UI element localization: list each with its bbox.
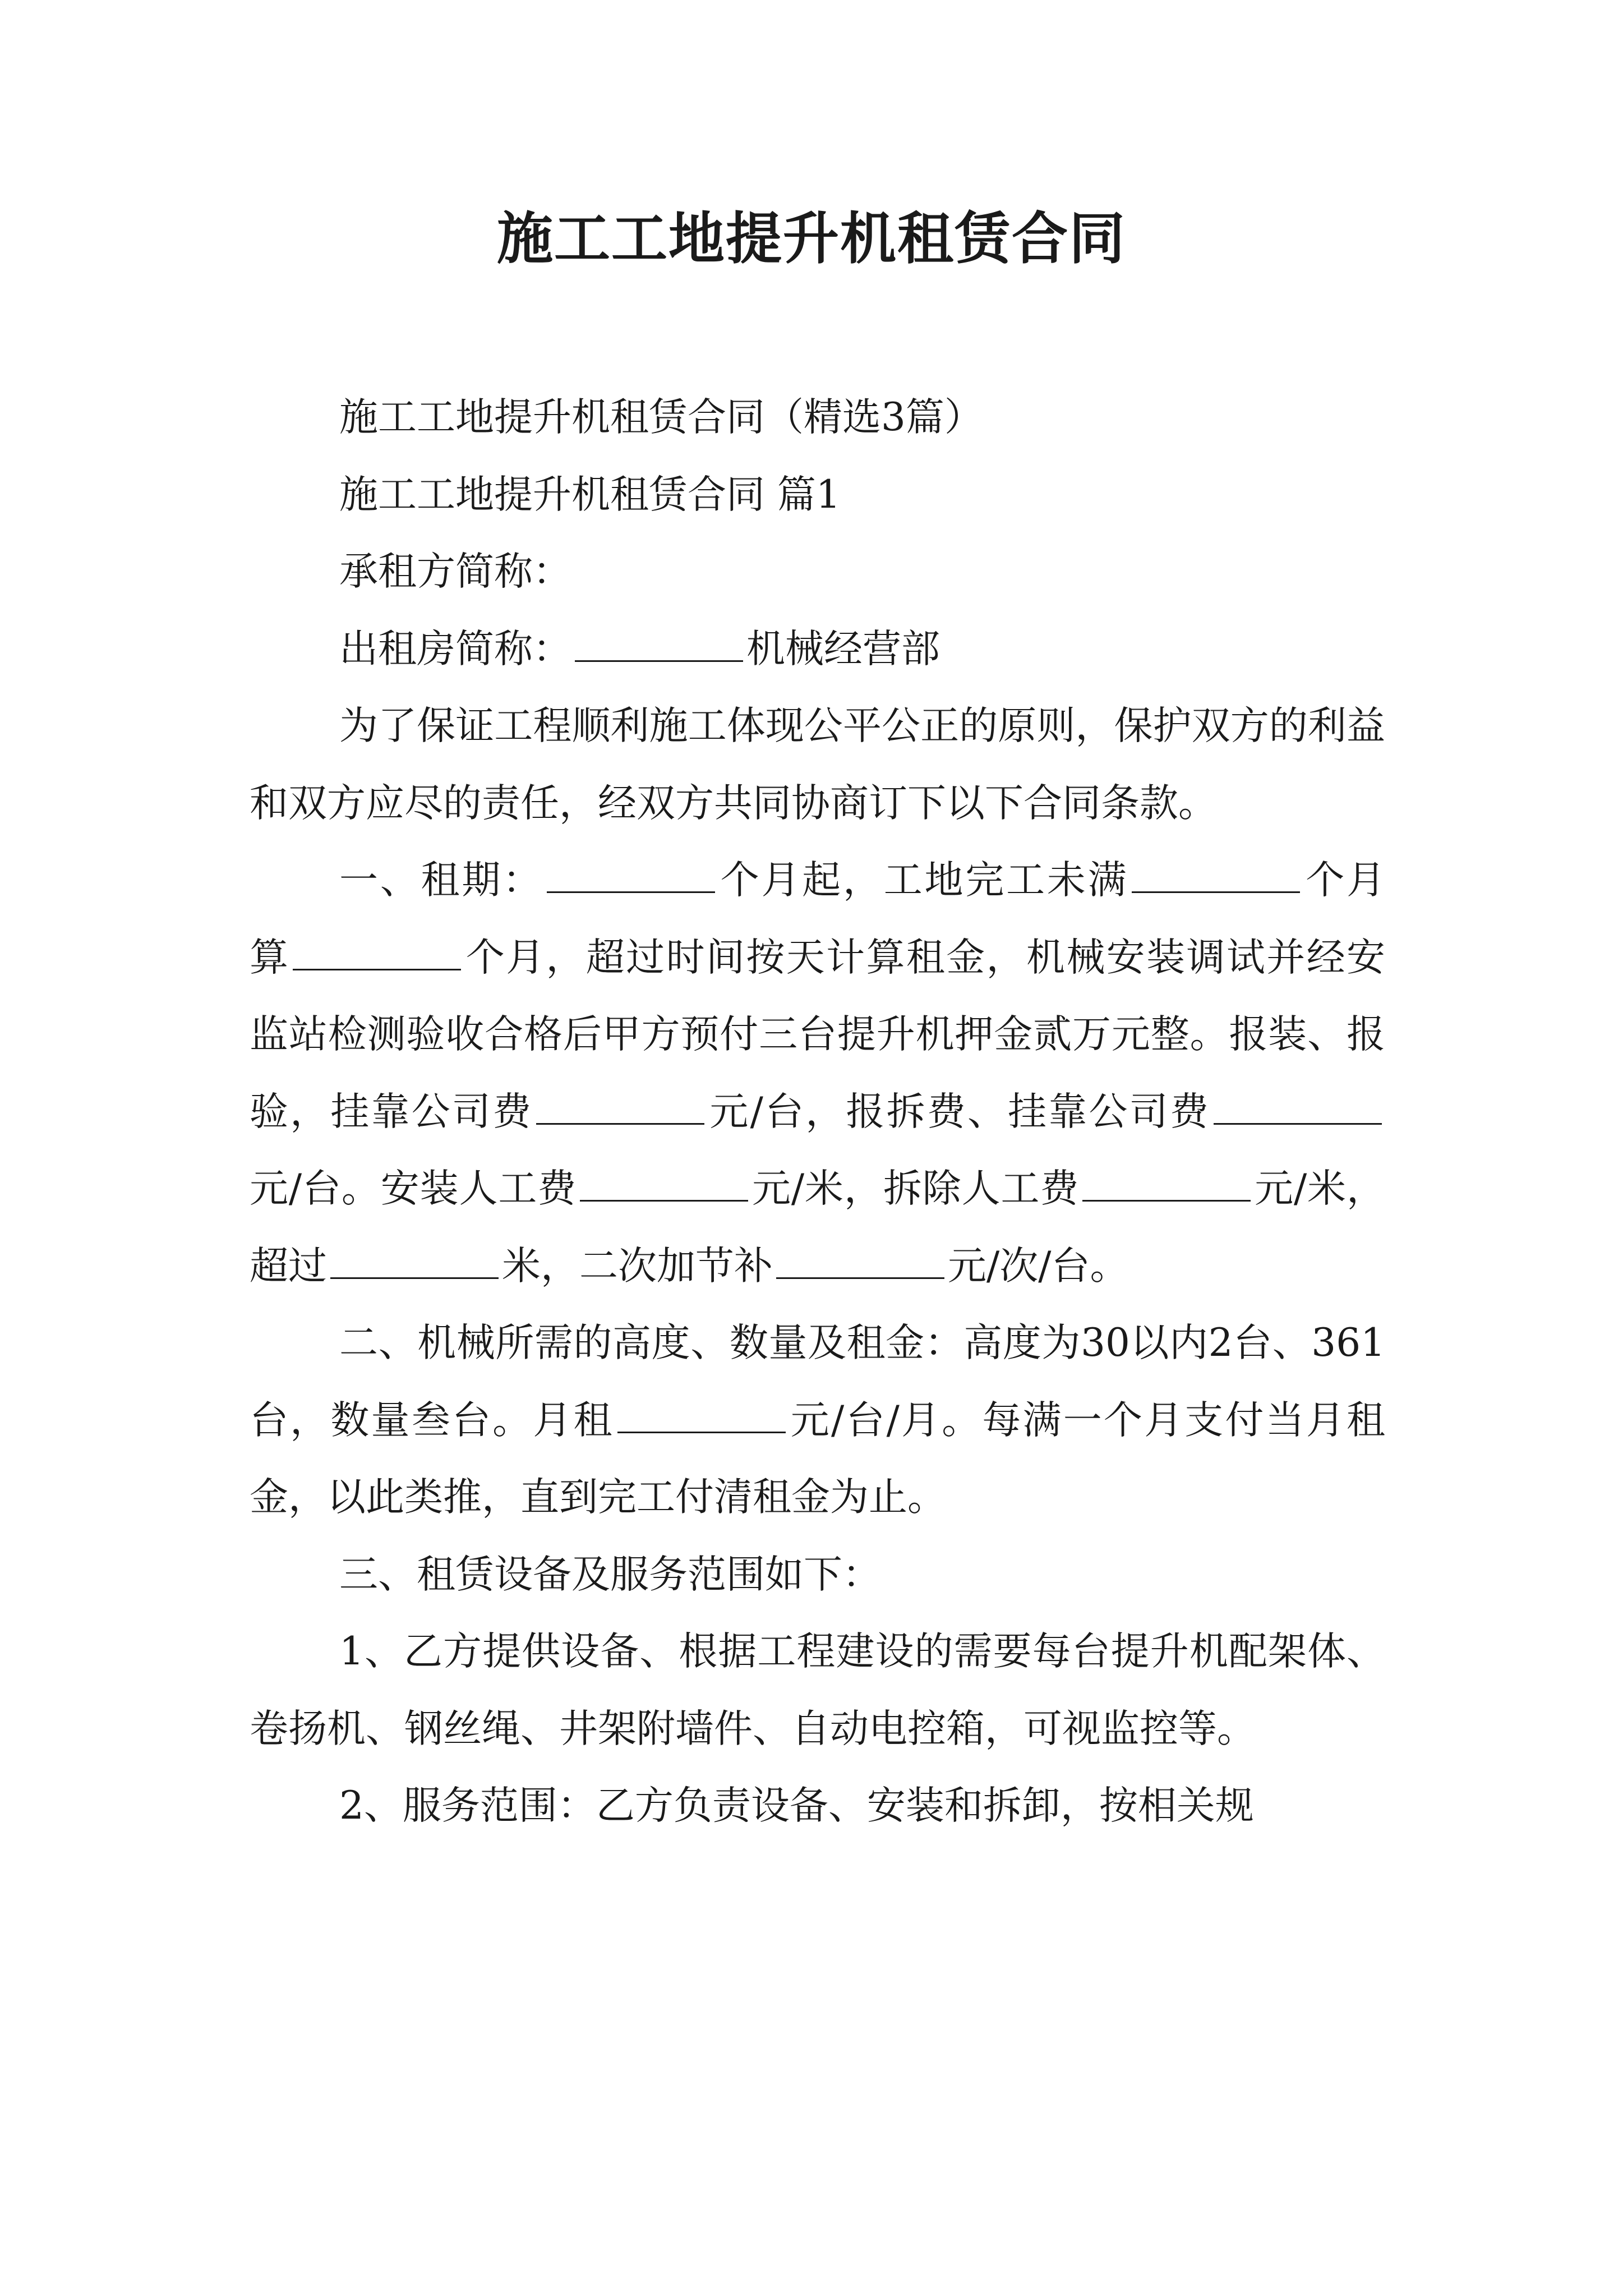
blank-line bbox=[536, 1122, 704, 1125]
clause-2-text: 二、机械所需的高度、数量及租金：高度为30以内2台、361台，数量叁台。月租 bbox=[250, 1320, 1385, 1443]
clause-1-text: 元/台。安装人工费 bbox=[250, 1166, 577, 1211]
clause-3-heading: 三、租赁设备及服务范围如下： bbox=[339, 1552, 881, 1597]
blank-line bbox=[617, 1431, 786, 1433]
blank-line bbox=[776, 1277, 944, 1279]
clause-1-text: 元/米，拆除人工费 bbox=[751, 1166, 1080, 1211]
blank-line bbox=[547, 891, 715, 893]
subtitle-line: 施工工地提升机租赁合同（精选3篇） bbox=[339, 395, 983, 440]
blank-line bbox=[1214, 1122, 1382, 1125]
lessor-label: 出租房简称： bbox=[339, 626, 571, 671]
blank-line bbox=[580, 1199, 748, 1202]
clause-1-text: 元/米，超过 bbox=[250, 1166, 1386, 1289]
lessor-line bbox=[250, 611, 1385, 688]
clause-1-paragraph bbox=[250, 842, 1385, 1305]
clause-1-text: 元/次/台。 bbox=[948, 1243, 1129, 1289]
item-1-paragraph: 1、乙方提供设备、根据工程建设的需要每台提升机配架体、卷扬机、钢丝绳、井架附墙件、自动电控箱，可视监控等。 bbox=[250, 1629, 1385, 1751]
clause-1-text: 个月算 bbox=[250, 858, 1386, 980]
lessor-suffix: 机械经营部 bbox=[746, 626, 940, 671]
clause-1-text: 米，二次加节补 bbox=[502, 1243, 773, 1289]
intro-paragraph: 为了保证工程顺利施工体现公平公正的原则，保护双方的利益和双方应尽的责任，经双方共同协商订下以下合同条款。 bbox=[250, 703, 1385, 826]
clause-1-text: 个月，超过时间按天计算租金，机械安装调试并经安监站检测验收合格后甲方预付三台提升机押金贰万元整。报装、报验，挂靠公司费 bbox=[250, 935, 1385, 1134]
clause-2-text: 元/台/月。每满一个月支付当月租金，以此类推，直到完工付清租金为止。 bbox=[250, 1397, 1385, 1520]
blank-line bbox=[330, 1277, 499, 1279]
item-2-paragraph: 2、服务范围：乙方负责设备、安装和拆卸，按相关规 bbox=[339, 1783, 1254, 1828]
blank-line bbox=[1132, 891, 1300, 893]
document-title: 施工工地提升机租赁合同 bbox=[497, 205, 1126, 272]
blank-line bbox=[293, 968, 461, 970]
clause-1-text: 个月起，工地完工未满 bbox=[718, 858, 1129, 903]
clause-1-text: 一、租期： bbox=[339, 858, 543, 903]
blank-line bbox=[575, 660, 743, 662]
clause-2-paragraph bbox=[250, 1305, 1385, 1536]
section-heading: 施工工地提升机租赁合同 篇1 bbox=[339, 472, 841, 517]
clause-1-text: 元/台，报拆费、挂靠公司费 bbox=[708, 1089, 1210, 1134]
blank-line bbox=[1082, 1199, 1251, 1202]
document-body bbox=[250, 379, 1385, 1845]
lessee-line: 承租方简称： bbox=[339, 549, 571, 594]
